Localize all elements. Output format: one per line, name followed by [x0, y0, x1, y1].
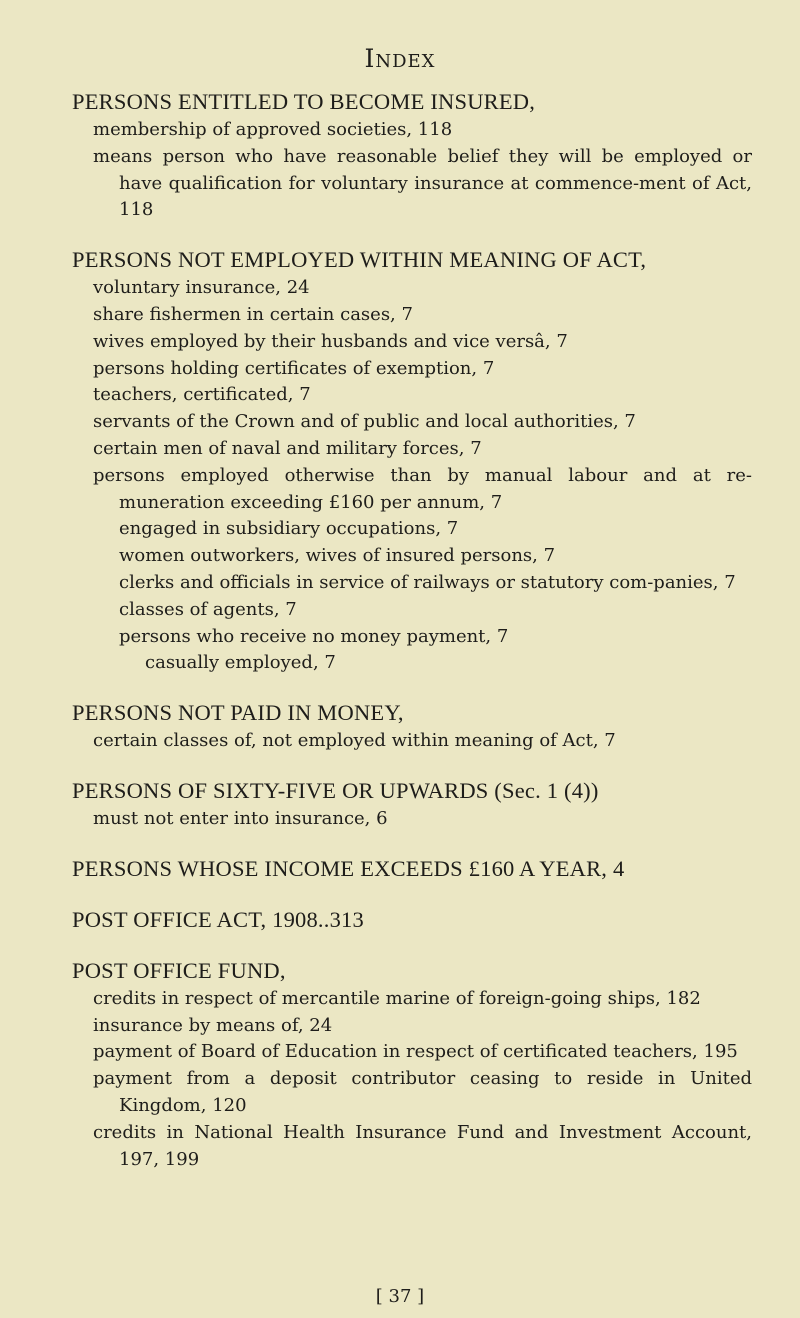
index-entry	[72, 955, 752, 1174]
index-entry	[72, 904, 752, 935]
entry-heading: PERSONS WHOSE INCOME EXCEEDS £160 A YEAR, 4	[72, 855, 625, 881]
entry-heading: PERSONS NOT PAID IN MONEY,	[72, 700, 404, 726]
entry-subitem: wives employed by their husbands and vice versâ, 7	[93, 330, 568, 352]
index-entry	[72, 697, 752, 755]
entry-subitem: servants of the Crown and of public and local authorities, 7	[93, 411, 636, 433]
entry-subitem: must not enter into insurance, 6	[93, 807, 388, 829]
entry-subitem: credits in National Health Insurance Fund and Investment Account, 197, 199	[93, 1121, 752, 1170]
entry-subitem: voluntary insurance, 24	[93, 277, 310, 299]
entry-subitem: payment from a deposit contributor ceasing to reside in United Kingdom, 120	[93, 1068, 752, 1116]
entry-heading: PERSONS ENTITLED TO BECOME INSURED,	[72, 89, 536, 114]
entry-subitem: membership of approved societies, 118	[93, 119, 453, 140]
page-title: Index	[364, 44, 436, 73]
entry-heading: PERSONS OF SIXTY-FIVE OR UPWARDS (Sec. 1 (4))	[72, 777, 599, 803]
index-entry	[72, 853, 752, 884]
index-content	[72, 86, 752, 1193]
entry-subitems	[72, 275, 752, 516]
entry-deep-subitems	[72, 650, 752, 677]
entry-subitem: persons holding certificates of exemption, 7	[93, 357, 495, 379]
entry-heading: POST OFFICE FUND,	[72, 957, 286, 983]
entry-subitem: certain classes of, not employed within meaning of Act, 7	[93, 730, 616, 752]
entry-nested-subitem: engaged in subsidiary occupations, 7	[119, 518, 459, 540]
entry-nested-subitem: classes of agents, 7	[119, 598, 297, 620]
entry-subitem: insurance by means of, 24	[93, 1014, 333, 1036]
entry-subitems	[72, 986, 752, 1174]
entry-subitem: teachers, certificated, 7	[93, 384, 311, 406]
entry-nested-subitem: persons who receive no money payment, 7	[119, 625, 509, 647]
entry-subitems	[72, 728, 752, 755]
entry-subitem: payment of Board of Education in respect of certificated teachers, 195	[93, 1041, 738, 1063]
index-entry	[72, 775, 752, 833]
entry-nested-subitem: clerks and officials in service of railways or statutory com-panies, 7	[119, 571, 736, 593]
entry-subitems	[72, 117, 752, 224]
index-entry	[72, 244, 752, 677]
entry-deep-subitem: casually employed, 7	[145, 652, 336, 674]
index-entry	[72, 86, 752, 224]
entry-heading: POST OFFICE ACT, 1908..313	[72, 906, 364, 932]
entry-heading: PERSONS NOT EMPLOYED WITHIN MEANING OF ACT,	[72, 247, 647, 273]
entry-nested-subitem: women outworkers, wives of insured persons, 7	[119, 545, 556, 567]
entry-subitem: share fishermen in certain cases, 7	[93, 303, 413, 325]
entry-subitem: certain men of naval and military forces, 7	[93, 437, 482, 459]
entry-nested-subitems	[72, 516, 752, 650]
entry-subitems	[72, 806, 752, 833]
entry-subitem: means person who have reasonable belief they will be employed or have qualification for voluntary insurance at commence-ment of Act, 118	[93, 145, 752, 221]
entry-subitem: credits in respect of mercantile marine of foreign-going ships, 182	[93, 987, 701, 1009]
page-number: [ 37 ]	[375, 1286, 425, 1307]
entry-subitem: persons employed otherwise than by manual labour and at re-muneration exceeding £160 per annum, 7	[93, 464, 752, 513]
